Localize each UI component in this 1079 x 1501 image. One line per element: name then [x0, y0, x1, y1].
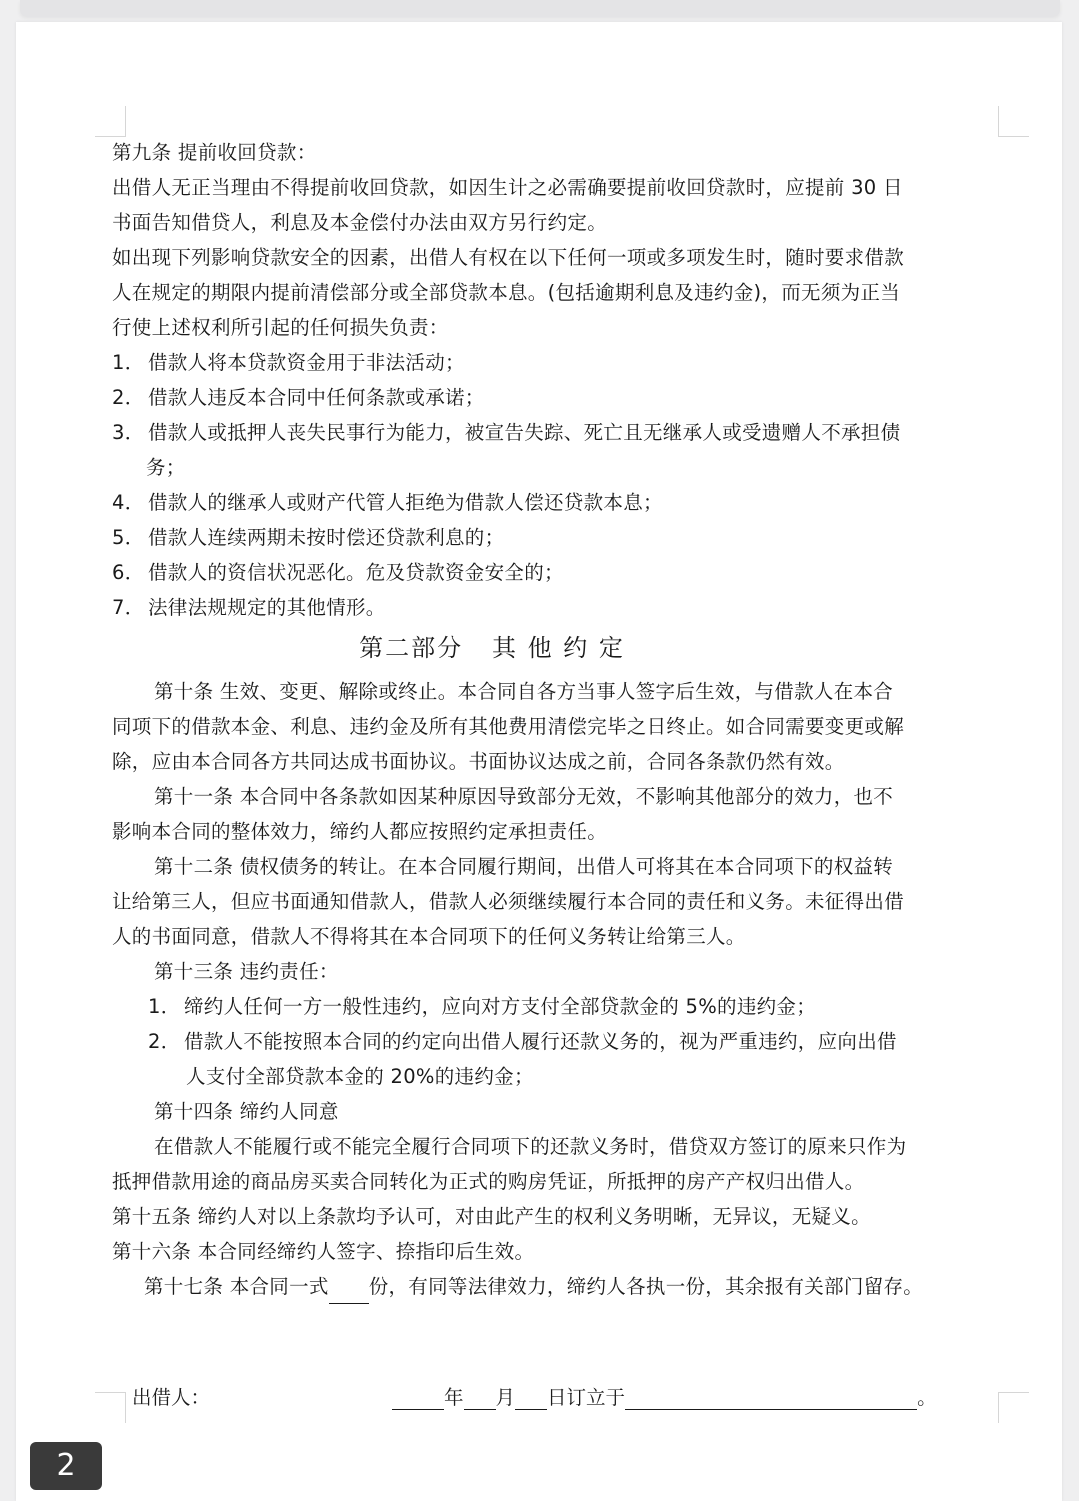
list-text: 借款人或抵押人丧失民事行为能力，被宣告失踪、死亡且无继承人或受遗赠人不承担债: [148, 421, 901, 444]
list-number: 5．: [112, 526, 145, 549]
list-item: [112, 555, 972, 590]
list-number: 1．: [112, 351, 145, 374]
crop-mark-top-right: [998, 106, 1029, 137]
list-number: 2．: [148, 1030, 181, 1053]
article-14-line: 抵押借款用途的商品房买卖合同转化为正式的购房凭证，所抵押的房产产权归出借人。: [112, 1170, 865, 1193]
list-item: [112, 520, 972, 555]
list-number: 4．: [112, 491, 145, 514]
list-number: 6．: [112, 561, 145, 584]
page-content: [112, 135, 972, 1304]
month-blank: [464, 1389, 496, 1410]
list-number: 3．: [112, 421, 145, 444]
list-text: 缔约人任何一方一般性违约，应向对方支付全部贷款金的 5%的违约金；: [184, 995, 817, 1018]
list-text: 借款人的继承人或财产代管人拒绝为借款人偿还贷款本息；: [148, 491, 663, 514]
document-page: [16, 22, 1062, 1501]
article-17-text-a: 第十七条 本合同一式: [144, 1275, 329, 1298]
article-17: [112, 1269, 972, 1304]
list-text: 借款人将本贷款资金用于非法活动；: [148, 351, 465, 374]
year-label: 年: [444, 1386, 464, 1409]
list-text: 借款人的资信状况恶化。危及贷款资金安全的；: [148, 561, 564, 584]
list-item: [112, 485, 972, 520]
list-item-continuation: 务；: [146, 456, 186, 479]
list-text: 借款人不能按照本合同的约定向出借人履行还款义务的，视为严重违约，应向出借: [184, 1030, 897, 1053]
list-text: 法律法规规定的其他情形。: [148, 596, 386, 619]
signature-end-mark: 。: [917, 1386, 937, 1409]
article-12-line: 人的书面同意，借款人不得将其在本合同项下的任何义务转让给第三人。: [112, 925, 746, 948]
day-signed-label: 日订立于: [547, 1386, 626, 1409]
list-item: [112, 345, 972, 380]
article-10-line: 第十条 生效、变更、解除或终止。本合同自各方当事人签字后生效，与借款人在本合: [154, 680, 894, 703]
paragraph-line: 人在规定的期限内提前清偿部分或全部贷款本息。(包括逾期利息及违约金)，而无须为正当: [112, 281, 901, 304]
year-blank: [392, 1389, 444, 1410]
previous-page-edge: [20, 0, 1060, 16]
place-blank: [625, 1389, 917, 1410]
lender-label: 出借人：: [132, 1386, 211, 1409]
list-item: [112, 989, 972, 1024]
list-item: [112, 415, 972, 450]
list-text: 借款人违反本合同中任何条款或承诺；: [148, 386, 485, 409]
section-title: 第二部分 其 他 约 定: [359, 634, 625, 662]
list-text: 借款人连续两期未按时偿还贷款利息的；: [148, 526, 505, 549]
list-number: 7．: [112, 596, 145, 619]
page-number-badge: 2: [30, 1442, 102, 1490]
article-12-line: 第十二条 债权债务的转让。在本合同履行期间，出借人可将其在本合同项下的权益转: [154, 855, 894, 878]
article-11-line: 影响本合同的整体效力，缔约人都应按照约定承担责任。: [112, 820, 608, 843]
article-10-line: 同项下的借款本金、利息、违约金及所有其他费用清偿完毕之日终止。如合同需要变更或解: [112, 715, 905, 738]
article-14-title: 第十四条 缔约人同意: [154, 1100, 339, 1123]
crop-mark-bottom-right: [998, 1392, 1029, 1423]
paragraph-line: 如出现下列影响贷款安全的因素，出借人有权在以下任何一项或多项发生时，随时要求借款: [112, 246, 905, 269]
paragraph-line: 出借人无正当理由不得提前收回贷款，如因生计之必需确要提前收回贷款时，应提前 30 日: [112, 176, 903, 199]
crop-mark-bottom-left: [95, 1392, 126, 1423]
article-12-line: 让给第三人，但应书面通知借款人，借款人必须继续履行本合同的责任和义务。未征得出借: [112, 890, 905, 913]
list-item-continuation: 人支付全部贷款本金的 20%的违约金；: [186, 1065, 534, 1088]
article-16: 第十六条 本合同经缔约人签字、捺指印后生效。: [112, 1240, 535, 1263]
article-17-text-b: 份，有同等法律效力，缔约人各执一份，其余报有关部门留存。: [368, 1275, 924, 1298]
list-number: 2．: [112, 386, 145, 409]
article-13-title: 第十三条 违约责任：: [154, 960, 339, 983]
list-number: 1．: [148, 995, 181, 1018]
article-11-line: 第十一条 本合同中各条款如因某种原因导致部分无效，不影响其他部分的效力，也不: [154, 785, 894, 808]
crop-mark-top-left: [95, 106, 126, 137]
article-10-line: 除，应由本合同各方共同达成书面协议。书面协议达成之前，合同各条款仍然有效。: [112, 750, 845, 773]
month-label: 月: [495, 1386, 516, 1409]
article-14-line: 在借款人不能履行或不能完全履行合同项下的还款义务时，借贷双方签订的原来只作为: [154, 1135, 907, 1158]
paragraph-line: 行使上述权利所引起的任何损失负责：: [112, 316, 449, 339]
signature-row: [132, 1382, 972, 1410]
list-item: [112, 380, 972, 415]
paragraph-line: 书面告知借贷人，利息及本金偿付办法由双方另行约定。: [112, 211, 608, 234]
article-15: 第十五条 缔约人对以上条款均予认可，对由此产生的权利义务明晰，无异议，无疑义。: [112, 1205, 871, 1228]
list-item: [112, 590, 972, 625]
list-item: [112, 1024, 972, 1059]
article-9-title: 第九条 提前收回贷款：: [112, 141, 317, 164]
copies-blank: [329, 1283, 369, 1304]
day-blank: [515, 1389, 547, 1410]
